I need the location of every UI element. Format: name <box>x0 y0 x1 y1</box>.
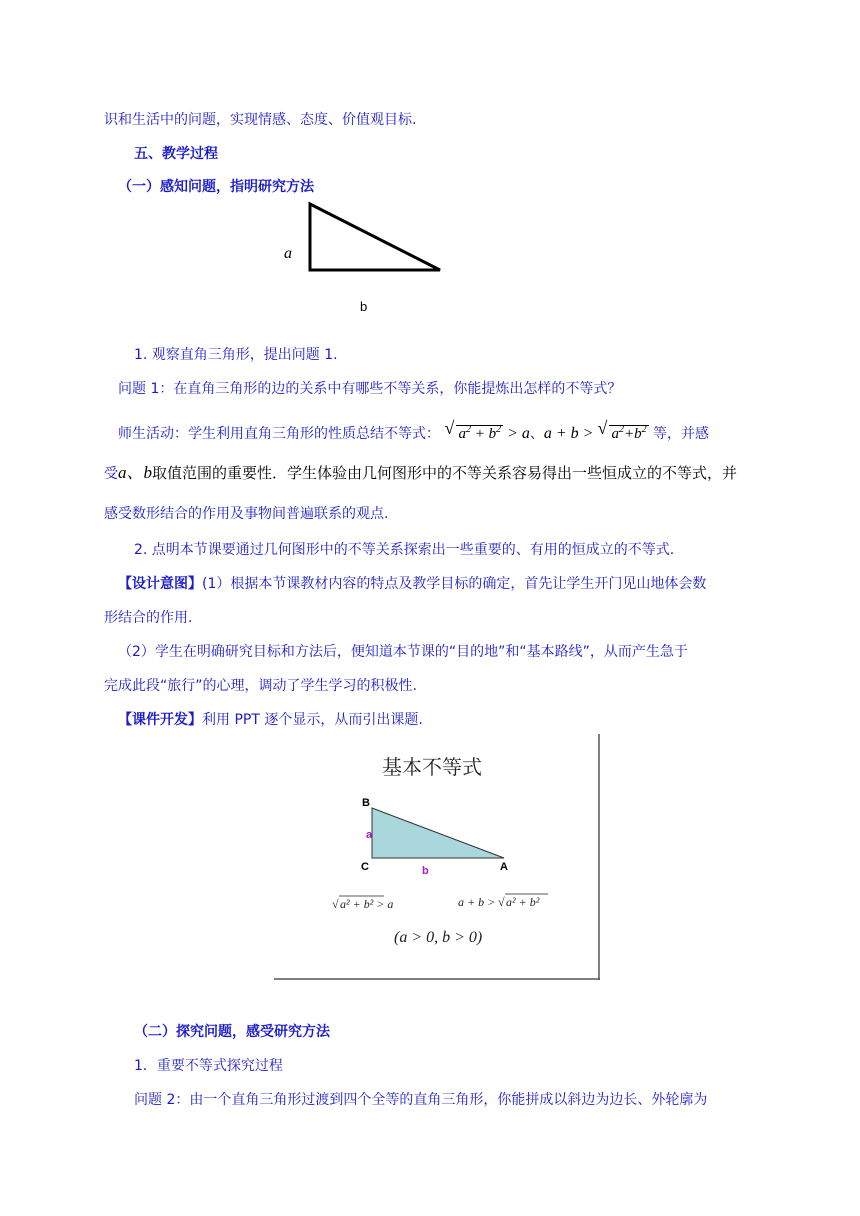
design-tag: 【设计意图】 <box>118 576 202 592</box>
svg-text:√: √ <box>332 897 339 911</box>
subsection-heading: （二）探究问题，感受研究方法 <box>134 1024 330 1040</box>
activity-line-2 <box>104 463 737 484</box>
list-item: 2. 点明本节课要通过几何图形中的不等关系探索出一些重要的、有用的恒成立的不等式. <box>134 542 675 558</box>
courseware-line <box>118 710 423 730</box>
paragraph-line: 完成此段“旅行”的心理，调动了学生学习的积极性. <box>104 678 417 694</box>
side-b-label: b <box>422 865 429 877</box>
side-a-label: a <box>366 829 373 841</box>
svg-text:a + b >: a + b > <box>458 895 496 909</box>
vertex-C: C <box>361 861 369 873</box>
separator: 、 <box>529 426 544 442</box>
right-triangle-figure <box>280 196 460 316</box>
activity-prefix: 师生活动：学生利用直角三角形的性质总结不等式： <box>118 426 440 442</box>
variables: a、b <box>118 463 152 482</box>
design-intent-line <box>118 574 706 594</box>
inequality-1: √ $a^2 + b^2 > a$ <box>444 418 530 442</box>
label-b: b <box>360 299 368 314</box>
slide-inequality-2 <box>458 894 548 909</box>
activity-suffix: 等，并感 <box>653 426 710 442</box>
slide-condition: (a > 0, b > 0) <box>394 929 483 946</box>
list-item: 1．重要不等式探究过程 <box>134 1058 283 1074</box>
activity-line <box>118 420 709 444</box>
question-text: 问题 1：在直角三角形的边的关系中有哪些不等关系，你能提炼出怎样的不等式？ <box>118 381 622 397</box>
paragraph-line: 识和生活中的问题，实现情感、态度、价值观目标. <box>104 112 417 128</box>
paragraph-line: （2）学生在明确研究目标和方法后，便知道本节课的“目的地”和“基本路线”，从而产生急于 <box>118 644 688 660</box>
vertex-B: B <box>362 797 370 809</box>
paragraph-line: 形结合的作用. <box>104 610 193 626</box>
triangle-shape <box>310 204 440 270</box>
slide-image <box>274 734 600 980</box>
question-text: 问题 2：由一个直角三角形过渡到四个全等的直角三角形，你能拼成以斜边为边长、外轮廓为 <box>134 1092 708 1108</box>
text-span: 受 <box>104 466 118 482</box>
text-span: 取值范围的重要性．学生体验由几何图形中的不等关系容易得出一些恒成立的不等式，并 <box>152 464 738 482</box>
vertex-A: A <box>500 861 508 873</box>
slide-title: 基本不等式 <box>382 755 482 779</box>
inequality-2: a + b > √ $a^2+b^2$ <box>543 418 647 442</box>
list-item: 1. 观察直角三角形，提出问题 1. <box>134 347 338 363</box>
subsection-heading: （一）感知问题，指明研究方法 <box>118 179 314 195</box>
text-span: (1）根据本节课教材内容的特点及教学目标的确定，首先让学生开门见山地体会数 <box>202 576 707 592</box>
label-a: a <box>284 245 292 262</box>
paragraph-line: 感受数形结合的作用及事物间普遍联系的观点. <box>104 506 389 522</box>
text-span: 利用 PPT 逐个显示，从而引出课题. <box>202 712 423 728</box>
svg-text:√: √ <box>498 895 505 909</box>
section-heading: 五、教学过程 <box>134 146 218 162</box>
svg-text:a² + b² > a: a² + b² > a <box>340 897 394 911</box>
dev-tag: 【课件开发】 <box>118 712 202 728</box>
slide-inequality-1 <box>332 896 393 911</box>
svg-text:a² + b²: a² + b² <box>506 895 540 909</box>
